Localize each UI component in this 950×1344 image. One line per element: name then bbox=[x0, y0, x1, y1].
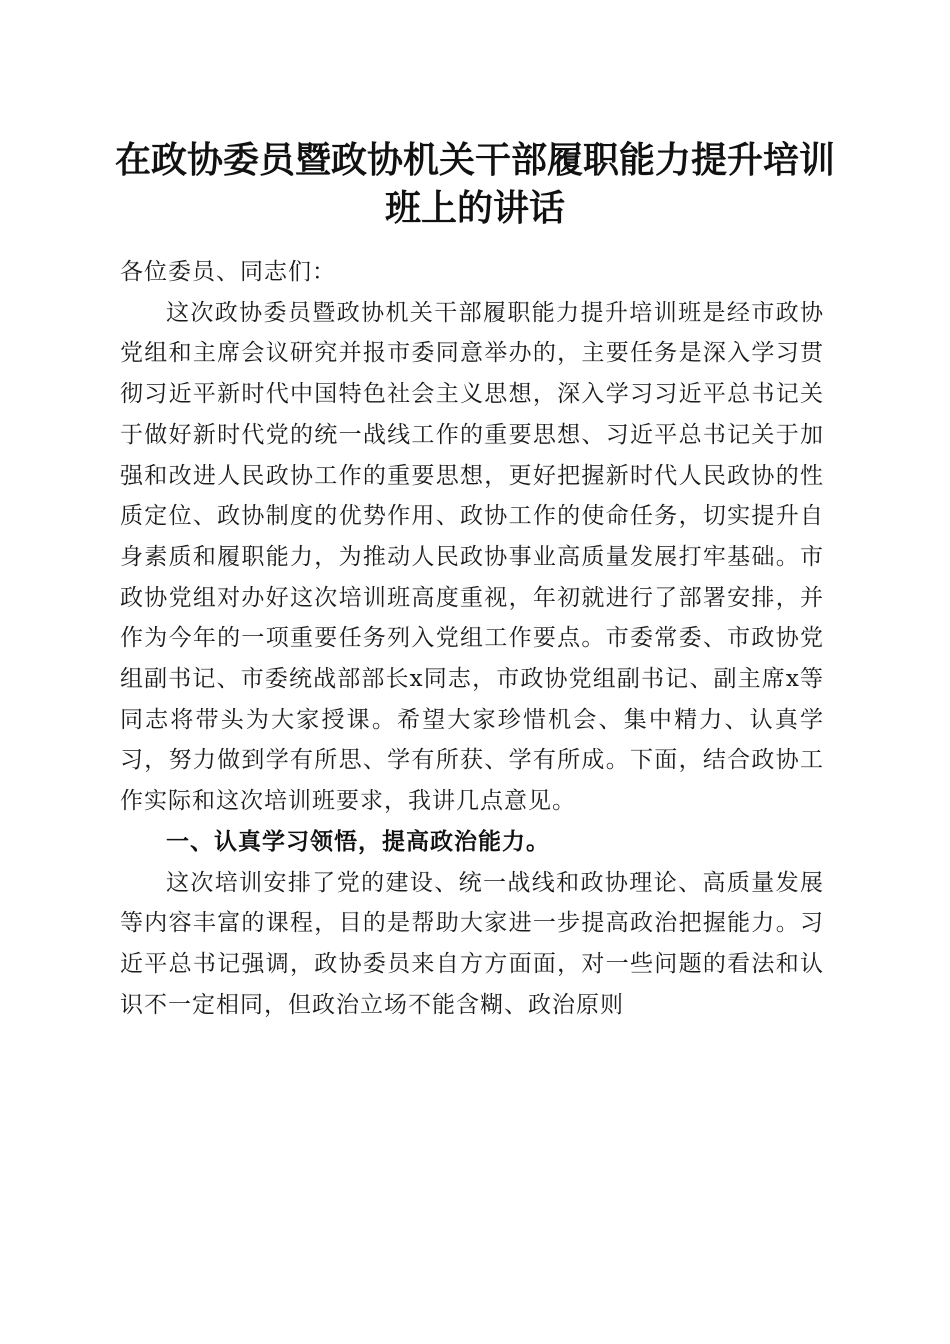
document-title-line-2: 班上的讲话 bbox=[384, 187, 565, 229]
paragraph-2: 这次培训安排了党的建设、统一战线和政协理论、高质量发展等内容丰富的课程，目的是帮助大家进一步提高政治把握能力。习近平总书记强调，政协委员来自方方面面，对一些问题的看法和认识不一定相同，但政治立场不能含糊、政治原则 bbox=[120, 869, 824, 1018]
document-title-line-1: 在政协委员暨政协机关干部履职能力提升培训 bbox=[114, 139, 835, 181]
section-heading-1: 一、认真学习领悟，提高政治能力。 bbox=[166, 828, 550, 855]
salutation: 各位委员、同志们： bbox=[120, 259, 336, 285]
paragraph-1: 这次政协委员暨政协机关干部履职能力提升培训班是经市政协党组和主席会议研究并报市委同意举办的，主要任务是深入学习贯彻习近平新时代中国特色社会主义思想，深入学习习近平总书记关于做好新时代党的统一战线工作的重要思想、习近平总书记关于加强和改进人民政协工作的重要思想，更好把握新时代人民政协的性质定位、政协制度的优势作用、政协工作的使命任务，切实提升自身素质和履职能力，为推动人民政协事业高质量发展打牢基础。市政协党组对办好这次培训班高度重视，年初就进行了部署安排，并作为今年的一项重要任务列入党组工作要点。市委常委、市政协党组副书记、市委统战部部长x同志，市政协党组副书记、副主席x等同志将带头为大家授课。希望大家珍惜机会、集中精力、认真学习，努力做到学有所思、学有所获、学有所成。下面，结合政协工作实际和这次培训班要求，我讲几点意见。 bbox=[120, 299, 824, 815]
document-body bbox=[120, 252, 824, 1025]
